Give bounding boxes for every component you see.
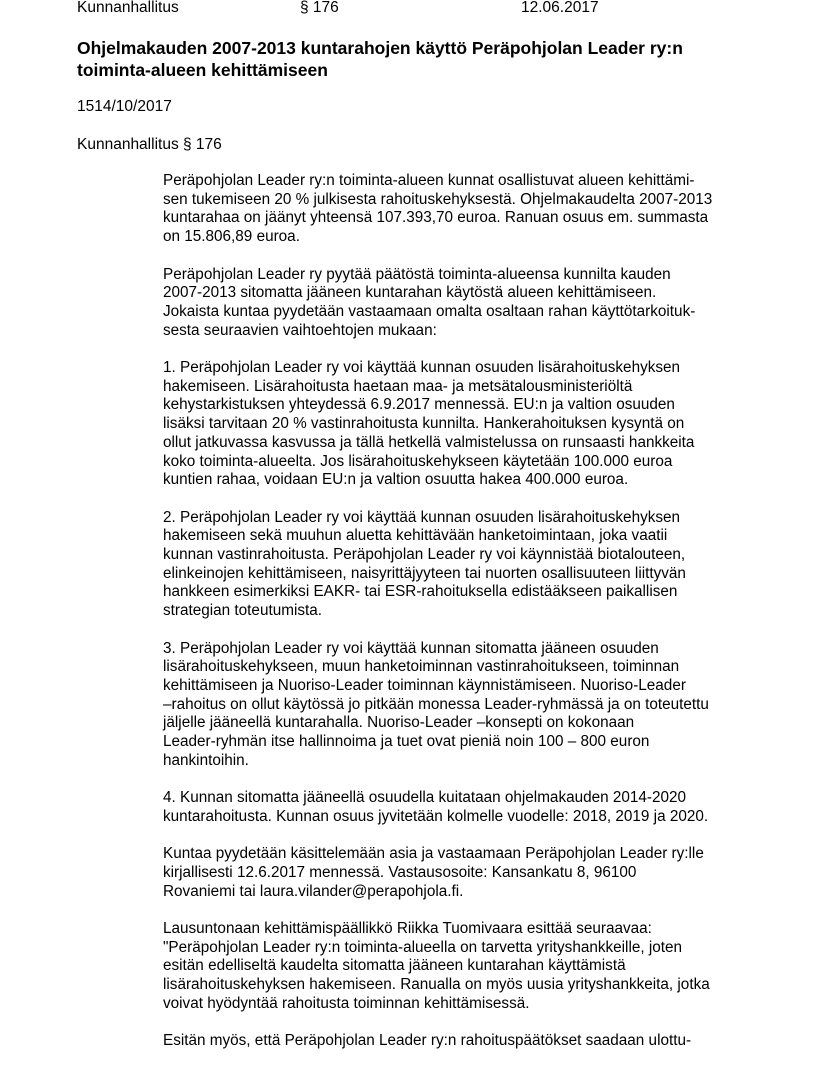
text-line: Peräpohjolan Leader ry pyytää päätöstä toiminta-alueensa kunnilta kauden <box>163 265 671 283</box>
text-line: elinkeinojen kehittämiseen, naisyrittäjyyteen tai nuorten osallisuuteen liittyvän <box>163 564 686 582</box>
text-line: hankkeen esimerkiksi EAKR- tai ESR-rahoituksella edistääkseen paikallisen <box>163 583 678 601</box>
text-line: kehittämiseen ja Nuoriso-Leader toiminnan käynnistämiseen. Nuoriso-Leader <box>163 676 686 694</box>
text-line: Esitän myös, että Peräpohjolan Leader ry:n rahoituspäätökset saadaan ulottu- <box>163 1032 692 1050</box>
proposal-paragraph <box>163 1032 763 1051</box>
text-line: 1. Peräpohjolan Leader ry voi käyttää kunnan osuuden lisärahoituskehyksen <box>163 359 681 376</box>
title-line: toiminta-alueen kehittämiseen <box>77 60 328 80</box>
text-line: hakemiseen. Lisärahoitusta haetaan maa- ja metsätalousministeriöltä <box>163 377 633 395</box>
text-line: on 15.806,89 euroa. <box>163 228 300 246</box>
text-line: strategian toteutumista. <box>163 602 323 620</box>
header-date: 12.06.2017 <box>521 0 599 16</box>
section-reference: Kunnanhallitus § 176 <box>77 136 222 153</box>
text-line: kuntarahaa on jäänyt yhteensä 107.393,70 euroa. Ranuan osuus em. summasta <box>163 209 709 227</box>
option-1-paragraph <box>163 359 763 490</box>
text-line: hakemiseen sekä muuhun aluetta kehittävään hanketoimintaan, joka vaatii <box>163 527 668 545</box>
option-2-paragraph <box>163 509 763 621</box>
intro-paragraph <box>163 172 763 247</box>
text-line: kunnan vastinrahoitusta. Peräpohjolan Leader ry voi käynnistää biotalouteen, <box>163 546 686 564</box>
text-line: 3. Peräpohjolan Leader ry voi käyttää kunnan sitomatta jääneen osuuden <box>163 639 659 657</box>
text-line: lisärahoituskehykseen, muun hanketoiminnan vastinrahoitukseen, toiminnan <box>163 658 680 676</box>
response-request-paragraph <box>163 845 763 901</box>
text-line: Jokaista kuntaa pyydetään vastaamaan omalta osaltaan rahan käyttötarkoituk- <box>163 302 696 320</box>
document-body <box>163 172 763 1070</box>
request-paragraph <box>163 266 763 341</box>
header-organ: Kunnanhallitus <box>77 0 179 16</box>
text-line: Leader-ryhmän itse hallinnoima ja tuet ovat pieniä noin 100 – 800 euron <box>163 733 650 751</box>
text-line: Kuntaa pyydetään käsittelemään asia ja vastaamaan Peräpohjolan Leader ry:lle <box>163 845 704 863</box>
text-line: lisärahoituskehyksen hakemiseen. Ranualla on myös uusia yrityshankkeita, jotka <box>163 976 710 994</box>
text-line: kehystarkistuksen yhteydessä 6.9.2017 mennessä. EU:n ja valtion osuuden <box>163 396 675 414</box>
text-line: –rahoitus on ollut käytössä jo pitkään monessa Leader-ryhmässä ja on toteutettu <box>163 695 709 713</box>
text-line: 2007-2013 sitomatta jääneen kuntarahan käytöstä alueen kehittämiseen. <box>163 284 657 302</box>
header-section: § 176 <box>300 0 339 16</box>
text-line: jäljelle jääneellä kuntarahalla. Nuoriso-Leader –konsepti on kokonaan <box>163 714 635 732</box>
text-line: 4. Kunnan sitomatta jääneellä osuudella kuitataan ohjelmakauden 2014-2020 <box>163 789 687 807</box>
option-4-paragraph <box>163 789 763 826</box>
document-number: 1514/10/2017 <box>77 98 172 115</box>
document-title <box>77 37 777 81</box>
text-line: hankintoihin. <box>163 751 249 769</box>
text-line: Peräpohjolan Leader ry:n toiminta-alueen kunnat osallistuvat alueen kehittämi- <box>163 172 695 189</box>
text-line: sesta seuraavien vaihtoehtojen mukaan: <box>163 321 437 339</box>
option-3-paragraph <box>163 640 763 771</box>
text-line: lisäksi tarvitaan 20 % vastinrahoitusta kunnilta. Hankerahoituksen kysyntä on <box>163 415 685 433</box>
text-line: sen tukemiseen 20 % julkisesta rahoituskehyksestä. Ohjelmakaudelta 2007-2013 <box>163 190 713 208</box>
text-line: Lausuntonaan kehittämispäällikkö Riikka Tuomivaara esittää seuraavaa: <box>163 920 652 938</box>
text-line: kirjallisesti 12.6.2017 mennessä. Vastausosoite: Kansankatu 8, 96100 <box>163 863 637 881</box>
text-line: kuntarahoitusta. Kunnan osuus jyvitetään kolmelle vuodelle: 2018, 2019 ja 2020. <box>163 807 709 825</box>
text-line: 2. Peräpohjolan Leader ry voi käyttää kunnan osuuden lisärahoituskehyksen <box>163 508 681 526</box>
title-line: Ohjelmakauden 2007-2013 kuntarahojen käyttö Peräpohjolan Leader ry:n <box>77 38 683 58</box>
text-line: koko toiminta-alueelta. Jos lisärahoituskehykseen käytetään 100.000 euroa <box>163 452 673 470</box>
text-line: esitän edelliseltä kaudelta sitomatta jääneen kuntarahan käyttämistä <box>163 957 626 975</box>
text-line: "Peräpohjolan Leader ry:n toiminta-alueella on tarvetta yrityshankkeille, joten <box>163 938 683 956</box>
statement-paragraph <box>163 920 763 1014</box>
text-line: ollut jatkuvassa kasvussa ja tällä hetkellä valmistelussa on runsaasti hankkeita <box>163 433 695 451</box>
text-line: kuntien rahaa, voidaan EU:n ja valtion osuutta hakea 400.000 euroa. <box>163 471 629 489</box>
text-line: voivat hyödyntää rahoitusta toiminnan kehittämisessä. <box>163 994 530 1012</box>
text-line: Rovaniemi tai laura.vilander@perapohjola.fi. <box>163 882 464 900</box>
